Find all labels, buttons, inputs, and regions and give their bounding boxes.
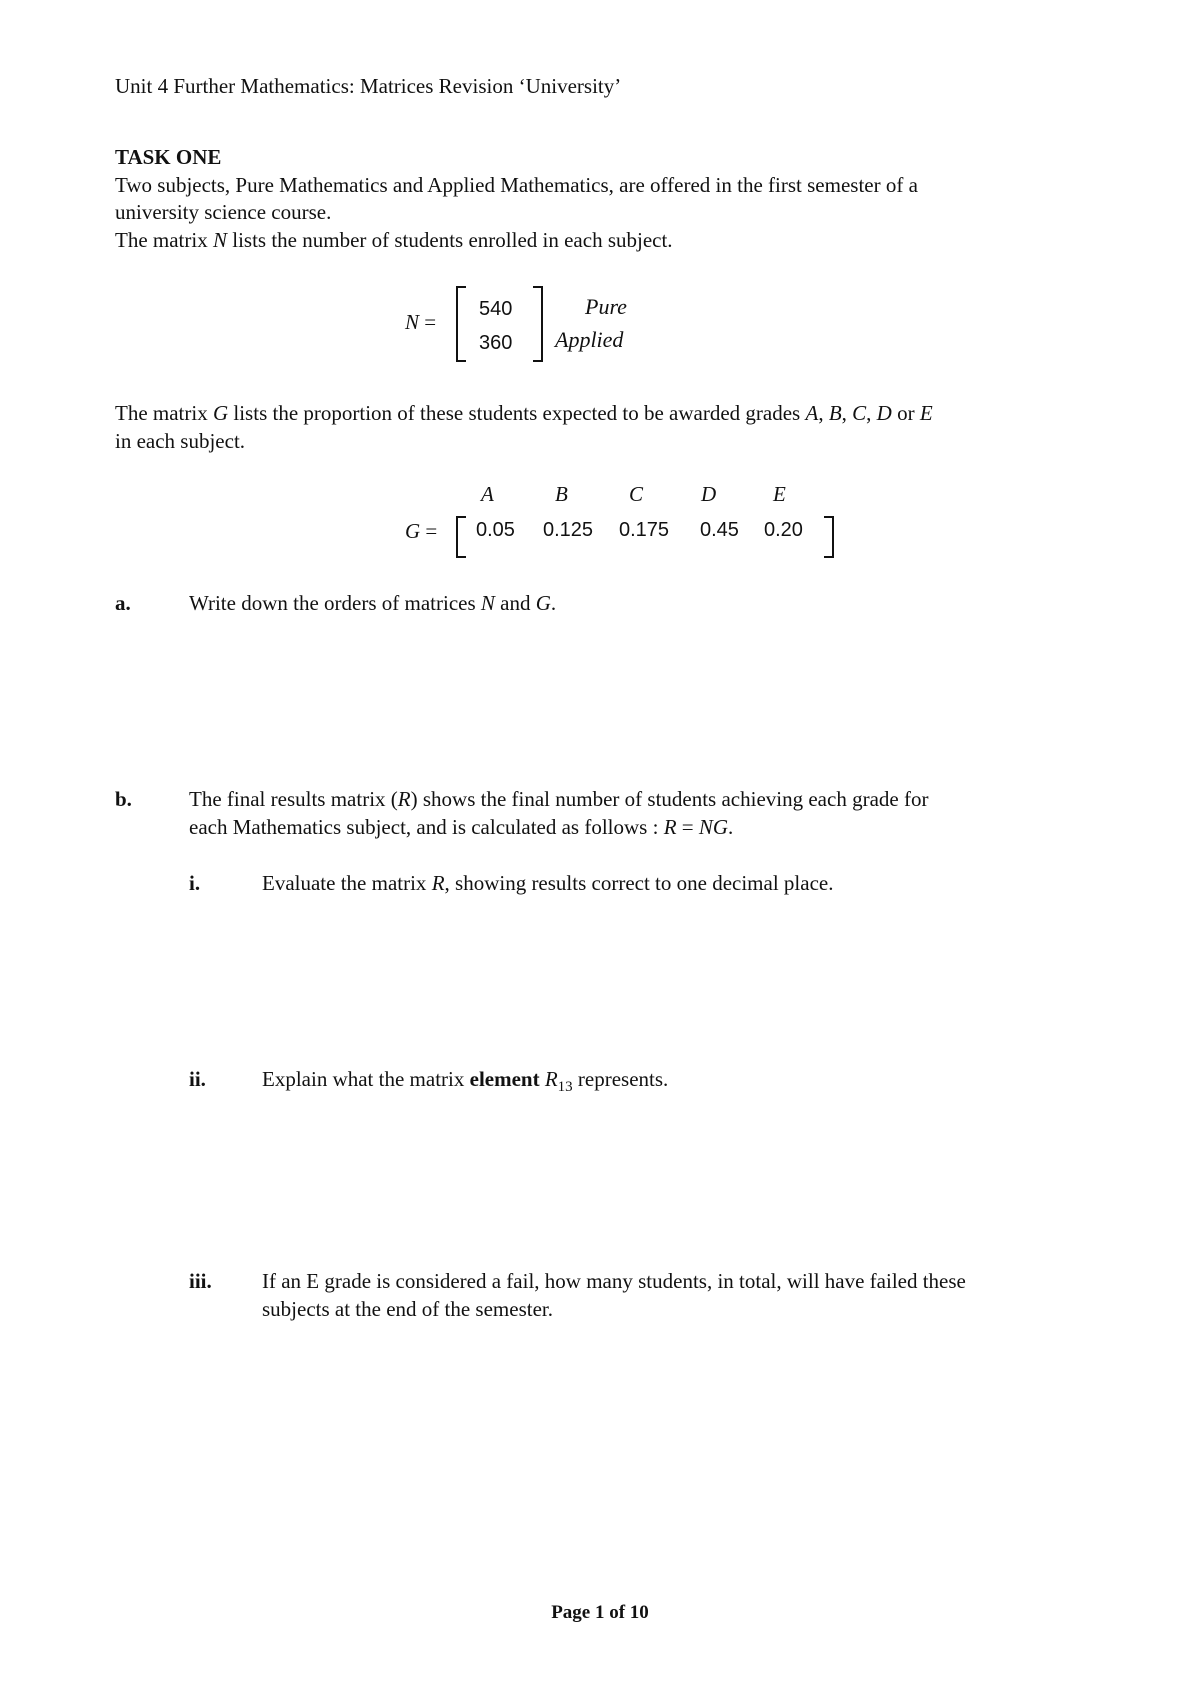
question-bii-bold: element	[469, 1067, 540, 1091]
question-b-formula-eq: =	[676, 815, 699, 839]
intro-line-2: university science course.	[115, 200, 332, 224]
matrix-g-header: B	[555, 482, 568, 506]
intro-line-1: Two subjects, Pure Mathematics and Applied Mathematics, are offered in the first semester of a	[115, 173, 918, 197]
question-bii-pre: Explain what the matrix	[262, 1067, 470, 1091]
task-title: TASK ONE	[115, 145, 222, 169]
matrix-n-eq: =	[424, 310, 437, 334]
g-text-or: or	[891, 401, 920, 425]
g-text-line-2: in each subject.	[115, 429, 246, 453]
question-bii-post: represents.	[572, 1067, 669, 1091]
g-text-grade: C	[852, 401, 867, 425]
matrix-g-header: A	[481, 482, 494, 506]
question-bi-text	[262, 869, 833, 898]
question-b-label: b.	[115, 787, 132, 811]
g-text-mid: lists the proportion of these students expected to be awarded grades	[228, 401, 806, 425]
matrix-n-value: 360	[479, 332, 513, 354]
g-text-sep: ,	[841, 401, 853, 425]
question-a-var: G	[535, 591, 551, 615]
question-b-line-1	[189, 785, 928, 814]
matrix-n-value: 540	[479, 298, 513, 320]
matrix-n-left-bracket	[456, 286, 466, 362]
question-a-label: a.	[115, 591, 131, 615]
page-footer: Page 1 of 10	[551, 1602, 649, 1623]
question-b-line-2-pre: each Mathematics subject, and is calculated as follows :	[189, 815, 664, 839]
question-a-mid: and	[494, 591, 536, 615]
question-b-var: R	[397, 787, 411, 811]
question-b-pre: The final results matrix (	[189, 787, 398, 811]
question-b-formula-r: R	[663, 815, 677, 839]
matrix-g-left-bracket	[456, 516, 466, 558]
matrix-n-right-bracket	[533, 286, 543, 362]
matrix-g-value: 0.20	[764, 519, 803, 541]
question-bii-var: R	[544, 1067, 558, 1091]
question-bii-subscript: 13	[557, 1079, 573, 1096]
question-bi-post: , showing results correct to one decimal place.	[444, 871, 834, 895]
matrix-g-right-bracket	[824, 516, 834, 558]
matrix-g-value: 0.45	[700, 519, 739, 541]
question-b-line-2-post: .	[728, 815, 734, 839]
matrix-n-label	[405, 310, 436, 335]
g-text-var: G	[212, 401, 229, 425]
matrix-g-header: D	[701, 482, 717, 506]
question-biii-line-2: subjects at the end of the semester.	[262, 1297, 553, 1321]
g-text-grade: D	[876, 401, 892, 425]
matrix-n-name: N	[405, 310, 420, 334]
g-text-sep: ,	[818, 401, 829, 425]
page-header: Unit 4 Further Mathematics: Matrices Revision ‘University’	[115, 74, 622, 98]
matrix-g-value: 0.125	[543, 519, 594, 541]
matrix-n-row-label: Applied	[555, 327, 624, 352]
question-a-post: .	[550, 591, 557, 615]
g-text-grade: B	[828, 401, 842, 425]
question-a-text	[189, 589, 556, 618]
question-b-post: ) shows the final number of students achieving each grade for	[410, 787, 929, 811]
intro-line-3-var: N	[212, 228, 227, 252]
matrix-g-label	[405, 519, 437, 544]
matrix-g-name: G	[405, 519, 421, 543]
g-text-grade: A	[805, 401, 819, 425]
question-biii-line-1: If an E grade is considered a fail, how many students, in total, will have failed these	[262, 1269, 966, 1293]
g-text-sep: ,	[866, 401, 877, 425]
question-bii-text	[262, 1065, 668, 1102]
intro-line-3-post: lists the number of students enrolled in each subject.	[226, 228, 673, 252]
g-text-pre: The matrix	[115, 401, 213, 425]
question-a-var: N	[480, 591, 495, 615]
matrix-g-value: 0.175	[619, 519, 670, 541]
g-text-grade: E	[919, 401, 933, 425]
question-biii-label: iii.	[189, 1269, 212, 1293]
matrix-g-header: E	[773, 482, 786, 506]
question-bii-label: ii.	[189, 1067, 206, 1091]
intro-line-3-pre: The matrix	[115, 228, 213, 252]
intro-line-3	[115, 226, 673, 255]
question-a-pre: Write down the orders of matrices	[189, 591, 481, 615]
matrix-g-header: C	[629, 482, 644, 506]
g-text-line-1	[115, 399, 933, 428]
matrix-g-eq: =	[425, 519, 438, 543]
question-bi-pre: Evaluate the matrix	[262, 871, 432, 895]
matrix-n-row-label: Pure	[585, 294, 627, 319]
matrix-g-value: 0.05	[476, 519, 515, 541]
question-b-formula-ng: NG	[698, 815, 729, 839]
question-bi-label: i.	[189, 871, 201, 895]
question-bi-var: R	[431, 871, 445, 895]
question-b-line-2	[189, 813, 733, 842]
